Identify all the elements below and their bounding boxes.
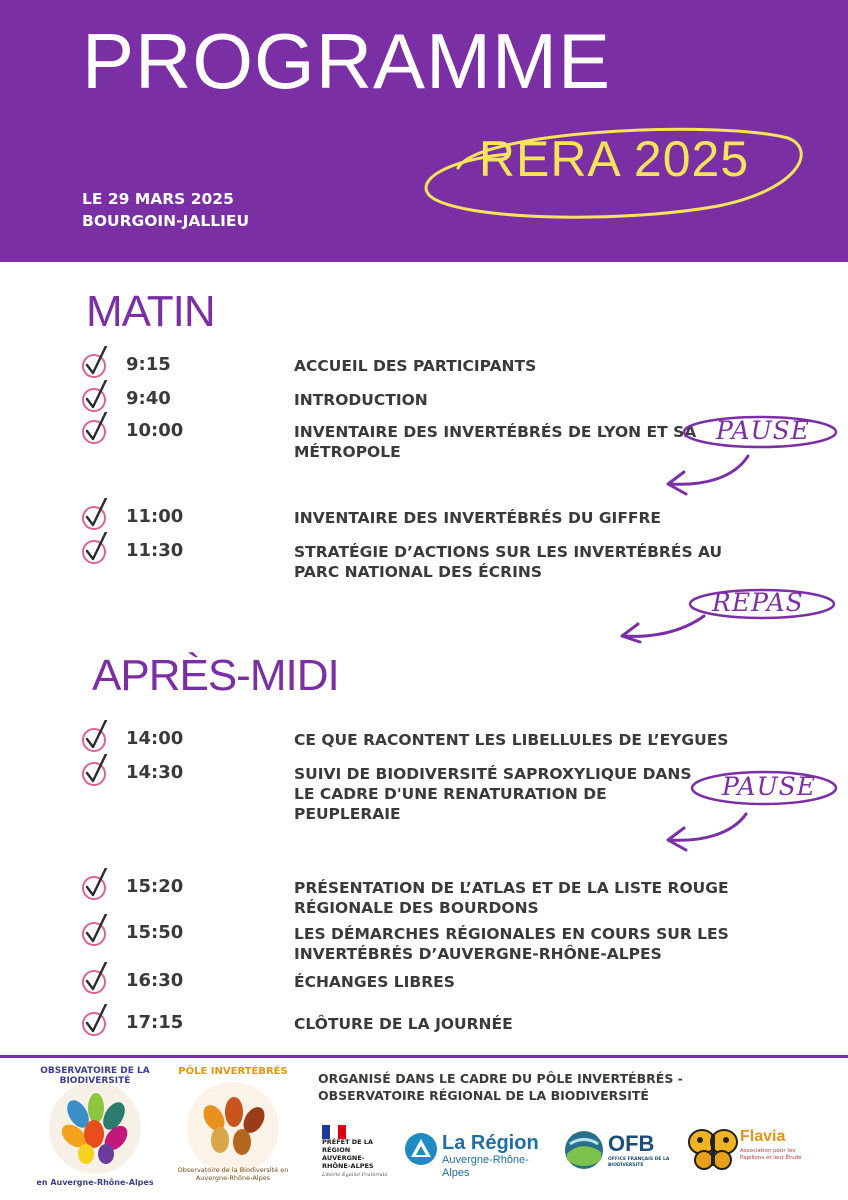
ofb-logo-subtext: OFFICE FRANÇAIS DE LA BIODIVERSITÉ — [608, 1157, 670, 1168]
note-label: REPAS — [712, 588, 804, 617]
schedule-time: 11:00 — [126, 506, 184, 527]
schedule-label: INVENTAIRE DES INVERTÉBRÉS DE LYON ET SA MÉTROPOLE — [294, 423, 697, 461]
schedule-time: 11:30 — [126, 540, 184, 561]
pole-logo-text: PÔLE INVERTÉBRÉS — [178, 1066, 288, 1077]
schedule-time: 16:30 — [126, 970, 184, 991]
note-label: PAUSE — [722, 772, 817, 801]
checkmark-icon — [80, 1004, 116, 1040]
checkmark-icon — [80, 720, 116, 756]
observatoire-logo-subtext: en Auvergne-Rhône-Alpes — [36, 1178, 154, 1187]
footer-organised-text: ORGANISÉ DANS LE CADRE DU PÔLE INVERTÉBRÉS - OBSERVATOIRE RÉGIONAL DE LA BIODIVERSITÉ — [318, 1071, 683, 1103]
schedule-time: 14:30 — [126, 762, 184, 783]
butterfly-icon — [688, 1126, 738, 1172]
ofb-logo-text: OFB — [608, 1131, 655, 1156]
checkmark-icon — [80, 532, 116, 568]
schedule-label: CE QUE RACONTENT LES LIBELLULES DE L’EYGUES — [294, 731, 729, 749]
prefet-logo-motto: Liberté Égalité Fraternité — [322, 1172, 388, 1178]
section-heading-morning: MATIN — [86, 287, 215, 336]
note-label: PAUSE — [716, 416, 811, 445]
schedule-time: 14:00 — [126, 728, 184, 749]
note-pause-afternoon — [660, 766, 840, 856]
region-logo-text: La Région — [442, 1132, 539, 1154]
schedule-time: 9:15 — [126, 354, 171, 375]
checkmark-icon — [80, 498, 116, 534]
schedule-label: PRÉSENTATION DE L’ATLAS ET DE LA LISTE ROUGE RÉGIONALE DES BOURDONS — [294, 879, 729, 917]
note-repas — [612, 584, 842, 644]
schedule-time: 9:40 — [126, 388, 171, 409]
french-flag-icon — [322, 1125, 346, 1139]
schedule-time: 15:20 — [126, 876, 184, 897]
subtitle-highlight — [418, 120, 810, 230]
schedule-label: ACCUEIL DES PARTICIPANTS — [294, 357, 537, 375]
schedule-time: 15:50 — [126, 922, 184, 943]
checkmark-icon — [80, 346, 116, 382]
observatoire-logo-text: OBSERVATOIRE DE LA BIODIVERSITÉ — [40, 1066, 150, 1086]
ofb-logo — [564, 1130, 676, 1174]
schedule-label: INTRODUCTION — [294, 391, 428, 409]
ofb-logo-icon — [564, 1130, 604, 1170]
schedule-label: STRATÉGIE D’ACTIONS SUR LES INVERTÉBRÉS AU PARC NATIONAL DES ÉCRINS — [294, 543, 723, 581]
region-logo-subtext: Auvergne-Rhône-Alpes — [442, 1154, 529, 1179]
checkmark-icon — [80, 754, 116, 790]
pole-invertebres-logo — [168, 1062, 298, 1192]
schedule-label: LES DÉMARCHES RÉGIONALES EN COURS SUR LES INVERTÉBRÉS D’AUVERGNE-RHÔNE-ALPES — [294, 925, 729, 963]
checkmark-icon — [80, 412, 116, 448]
event-subtitle: RERA 2025 — [478, 131, 750, 187]
region-logo — [404, 1132, 554, 1179]
prefet-logo-text: PRÉFET DE LA RÉGION AUVERGNE-RHÔNE-ALPES — [322, 1138, 374, 1170]
event-date: LE 29 MARS 2025 — [82, 190, 234, 208]
checkmark-icon — [80, 962, 116, 998]
section-heading-afternoon: APRÈS-MIDI — [92, 651, 339, 700]
footer-divider — [0, 1055, 848, 1058]
flavia-logo — [688, 1126, 818, 1176]
region-logo-icon — [404, 1132, 438, 1166]
observatoire-logo — [30, 1066, 160, 1192]
schedule-label: CLÔTURE DE LA JOURNÉE — [294, 1015, 513, 1033]
event-meta — [82, 188, 249, 232]
header-banner — [0, 0, 848, 262]
page-title: PROGRAMME — [82, 17, 612, 105]
schedule-label: ÉCHANGES LIBRES — [294, 973, 455, 991]
flavia-logo-subtext: Association pour les Papillons et leur Étude — [740, 1148, 802, 1161]
event-location: BOURGOIN-JALLIEU — [82, 212, 250, 230]
flavia-logo-text: Flavia — [740, 1128, 786, 1145]
checkmark-icon — [80, 914, 116, 950]
checkmark-icon — [80, 868, 116, 904]
schedule-time: 10:00 — [126, 420, 184, 441]
checkmark-icon — [80, 380, 116, 416]
schedule-label: INVENTAIRE DES INVERTÉBRÉS DU GIFFRE — [294, 509, 662, 527]
schedule-label: SUIVI DE BIODIVERSITÉ SAPROXYLIQUE DANS LE CADRE D'UNE RENATURATION DE PEUPLERAIE — [294, 765, 692, 823]
note-pause-morning — [660, 410, 840, 500]
prefet-logo — [322, 1124, 392, 1188]
schedule-time: 17:15 — [126, 1012, 184, 1033]
pole-logo-subtext: Observatoire de la Biodiversité en Auvergne-Rhône-Alpes — [177, 1166, 289, 1182]
